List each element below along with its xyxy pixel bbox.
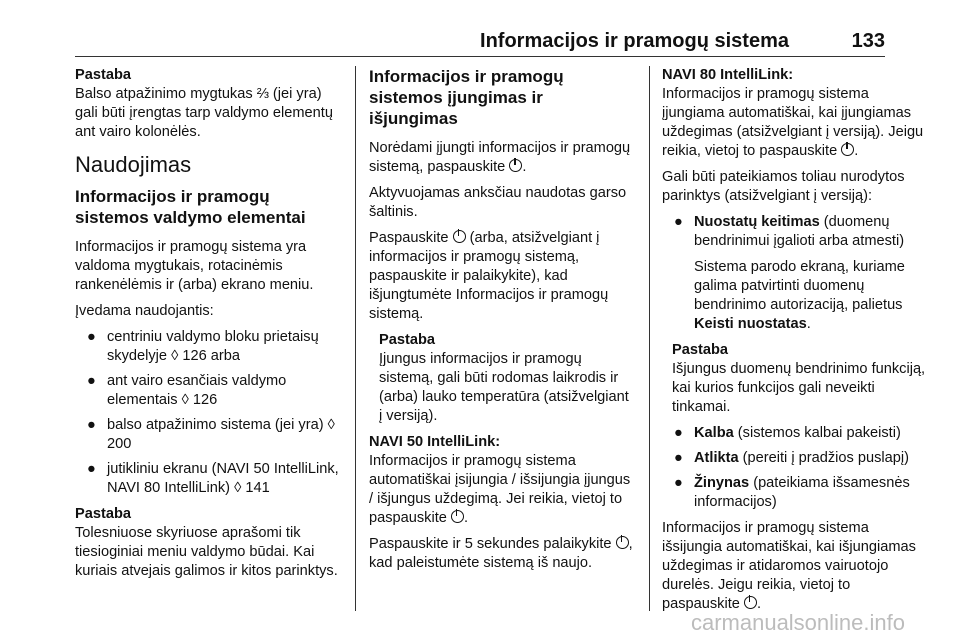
note-title: Pastaba: [379, 332, 435, 348]
bullet-icon: ●: [674, 450, 683, 466]
navi50-title: NAVI 50 IntelliLink:: [369, 434, 501, 450]
list-item: ● Žinynas (pateikiama išsamesnės informacijos): [674, 475, 910, 510]
subheading: Informacijos ir pramogų sistemos įjungimas ir išjungimas: [369, 67, 564, 128]
bullet-icon: ●: [87, 373, 96, 389]
power-icon: [451, 510, 464, 523]
note-text: Įjungus informacijos ir pramogų sistemą, gali būti rodomas laikrodis ir (arba) lauko temperatūra (atsižvelgiant į versiją).: [379, 351, 629, 424]
note-text: Tolesniuose skyriuose aprašomi tik tiesioginiai meniu valdymo būdai. Kai kuriais atvejais galimos ir kitos parinktys.: [75, 525, 338, 579]
bullet-list: [75, 328, 341, 498]
bullet-icon: ●: [674, 425, 683, 441]
navi80-title: NAVI 80 IntelliLink:: [662, 67, 794, 83]
bullet-icon: ●: [87, 417, 96, 433]
power-icon: [616, 536, 629, 549]
note-text: Balso atpažinimo mygtukas ⅔ (jei yra) gali būti įrengtas tarp valdymo elementų ant vairo kolonėlės.: [75, 86, 333, 140]
paragraph: Aktyvuojamas anksčiau naudotas garso šaltinis.: [369, 185, 627, 220]
power-icon: [509, 159, 522, 172]
column-divider: [355, 66, 356, 611]
column-2: [369, 66, 635, 580]
power-icon: [744, 596, 757, 609]
paragraph: Paspauskite ir 5 sekundes palaikykite , kad paleistumėte sistemą iš naujo.: [369, 536, 633, 571]
bullet-list: [662, 424, 932, 512]
bullet-icon: ●: [87, 329, 96, 345]
list-item: ● ant vairo esančiais valdymo elementais ◊ 126: [87, 373, 287, 408]
note-block: [75, 66, 341, 142]
subheading: Informacijos ir pramogų sistemos valdymo elementai: [75, 187, 306, 227]
bullet-icon: ●: [87, 461, 96, 477]
note-block: [672, 341, 932, 417]
note-block: [379, 331, 635, 426]
list-item: ● Nuostatų keitimas (duomenų bendrinimui įgalioti arba atmesti): [674, 214, 905, 249]
note-block: [75, 505, 341, 581]
list-item: ● balso atpažinimo sistema (jei yra) ◊ 200: [87, 417, 335, 452]
paragraph: Įvedama naudojantis:: [75, 303, 214, 319]
list-item: ● Atlikta (pereiti į pradžios puslapį): [674, 450, 909, 466]
bullet-icon: ●: [674, 475, 683, 491]
paragraph: Gali būti pateikiamos toliau nurodytos parinktys (atsižvelgiant į versiją):: [662, 169, 905, 204]
paragraph: Informacijos ir pramogų sistema yra valdoma mygtukais, rotacinėmis rankenėlėmis ir (arba) ekrano meniu.: [75, 239, 314, 293]
power-icon: [841, 143, 854, 156]
paragraph: Norėdami įjungti informacijos ir pramogų sistemą, paspauskite .: [369, 140, 631, 175]
bullet-icon: ●: [674, 214, 683, 230]
note-title: Pastaba: [672, 342, 728, 358]
paragraph: Informacijos ir pramogų sistema įjungiama automatiškai, kai įjungiamas uždegimas (atsižvelgiant į versiją). Jeigu reikia, vietoj to paspauskite .: [662, 86, 924, 159]
list-item: ● centriniu valdymo bloku prietaisų skydelyje ◊ 126 arba: [87, 329, 319, 364]
power-icon: [453, 230, 466, 243]
bullet-list: [662, 213, 932, 251]
list-item: ● Kalba (sistemos kalbai pakeisti): [674, 425, 901, 441]
page-number: 133: [851, 30, 885, 52]
paragraph: Paspauskite (arba, atsižvelgiant į informacijos ir pramogų sistemą, paspauskite ir palaikykite), kad išjungtumėte Informacijos ir pramogų sistemą.: [369, 230, 609, 322]
paragraph: Informacijos ir pramogų sistema išsijungia automatiškai, kai išjungiamas uždegimas ir atidaromos vairuotojo durelės. Jeigu reikia, vietoj to paspauskite .: [662, 520, 916, 612]
column-3: [662, 66, 932, 621]
column-divider: [649, 66, 650, 611]
section-heading: Naudojimas: [75, 152, 192, 177]
list-item: ● jutikliniu ekranu (NAVI 50 IntelliLink, NAVI 80 IntelliLink) ◊ 141: [87, 461, 339, 496]
page-header: [75, 30, 885, 57]
column-1: [75, 66, 341, 588]
note-title: Pastaba: [75, 67, 131, 83]
paragraph: Sistema parodo ekraną, kuriame galima patvirtinti duomenų bendrinimo autorizaciją, palietus Keisti nuostatas.: [694, 259, 905, 332]
note-title: Pastaba: [75, 506, 131, 522]
paragraph: Informacijos ir pramogų sistema automatiškai įsijungia / išsijungia įjungus / išjungus uždegimą. Jei reikia, vietoj to paspauskite .: [369, 453, 631, 526]
note-text: Išjungus duomenų bendrinimo funkciją, kai kurios funkcijos gali neveikti tinkamai.: [672, 361, 926, 415]
chapter-title: Informacijos ir pramogų sistema: [480, 30, 789, 52]
watermark: carmanualsonline.info: [690, 610, 905, 635]
